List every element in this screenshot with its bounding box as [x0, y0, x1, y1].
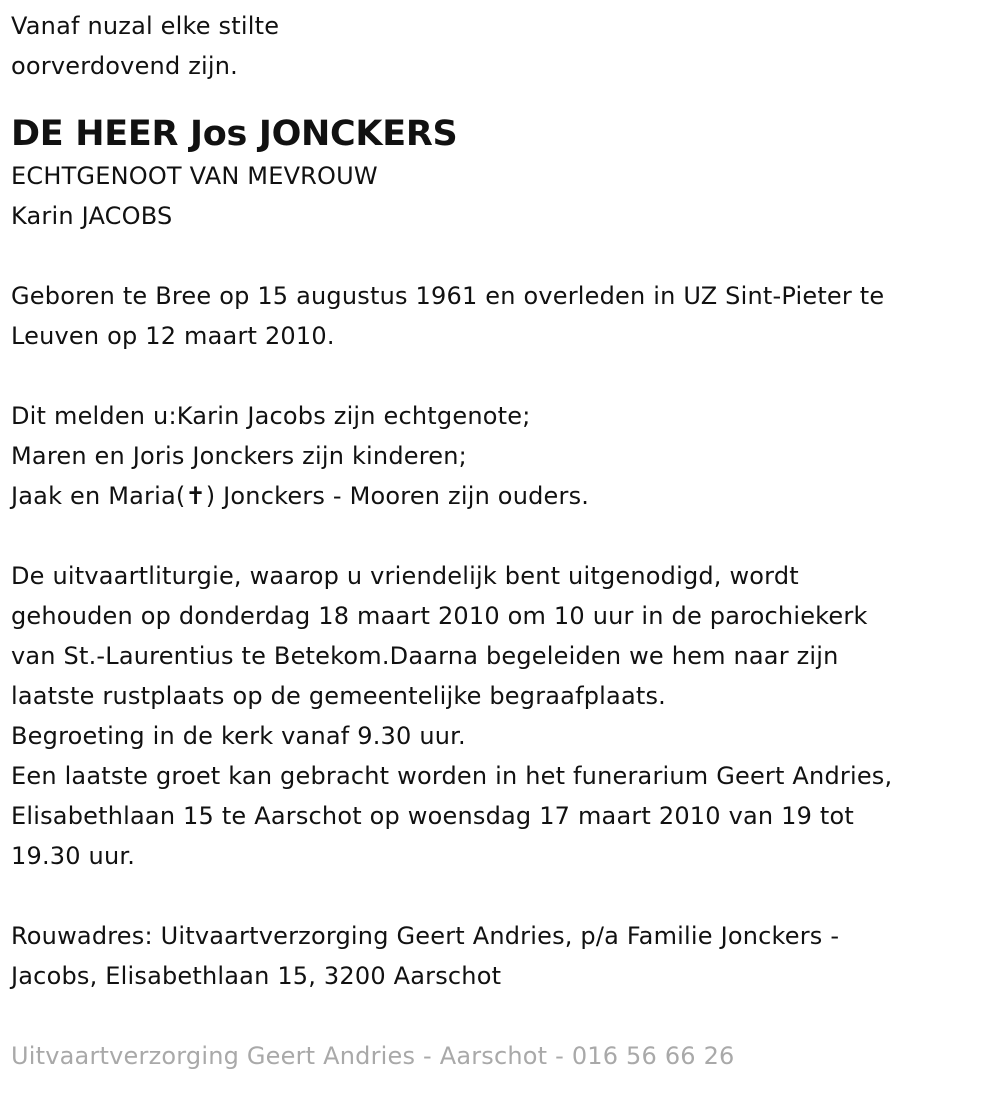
birth-death-line: Geboren te Bree op 15 augustus 1961 en overleden in UZ Sint-Pieter te — [11, 282, 885, 310]
spacer — [11, 356, 996, 396]
quote-block — [11, 6, 996, 86]
family-line: Dit melden u:Karin Jacobs zijn echtgenote; — [11, 402, 531, 430]
address-block — [11, 916, 996, 996]
birth-death-line: Leuven op 12 maart 2010. — [11, 322, 335, 350]
quote-line: Vanaf nuzal elke stilte — [11, 12, 280, 40]
spouse-block — [11, 156, 996, 236]
spacer — [11, 236, 996, 276]
address-line: Jacobs, Elisabethlaan 15, 3200 Aarschot — [11, 962, 502, 990]
deceased-name-heading: DE HEER Jos JONCKERS — [11, 114, 458, 154]
spacer — [11, 516, 996, 556]
birth-death-block — [11, 276, 996, 356]
ceremony-line: Begroeting in de kerk vanaf 9.30 uur. — [11, 722, 466, 750]
ceremony-line: van St.-Laurentius te Betekom.Daarna begeleiden we hem naar zijn — [11, 642, 839, 670]
address-line: Rouwadres: Uitvaartverzorging Geert Andries, p/a Familie Jonckers - — [11, 922, 840, 950]
spacer — [11, 876, 996, 916]
spacer — [11, 86, 996, 112]
spacer — [11, 996, 996, 1036]
ceremony-line: gehouden op donderdag 18 maart 2010 om 10 uur in de parochiekerk — [11, 602, 868, 630]
ceremony-line: Elisabethlaan 15 te Aarschot op woensdag 17 maart 2010 van 19 tot — [11, 802, 854, 830]
quote-line: oorverdovend zijn. — [11, 52, 238, 80]
ceremony-line: laatste rustplaats op de gemeentelijke begraafplaats. — [11, 682, 666, 710]
family-line: Jaak en Maria(✝) Jonckers - Mooren zijn ouders. — [11, 482, 590, 510]
ceremony-line: 19.30 uur. — [11, 842, 136, 870]
obituary-notice — [11, 6, 996, 1076]
funeral-home-footer: Uitvaartverzorging Geert Andries - Aarschot - 016 56 66 26 — [11, 1042, 735, 1070]
ceremony-block — [11, 556, 996, 876]
ceremony-line: De uitvaartliturgie, waarop u vriendelijk bent uitgenodigd, wordt — [11, 562, 799, 590]
family-line: Maren en Joris Jonckers zijn kinderen; — [11, 442, 467, 470]
spouse-label: ECHTGENOOT VAN MEVROUW — [11, 162, 378, 190]
ceremony-line: Een laatste groet kan gebracht worden in het funerarium Geert Andries, — [11, 762, 893, 790]
family-block — [11, 396, 996, 516]
spouse-name: Karin JACOBS — [11, 202, 173, 230]
